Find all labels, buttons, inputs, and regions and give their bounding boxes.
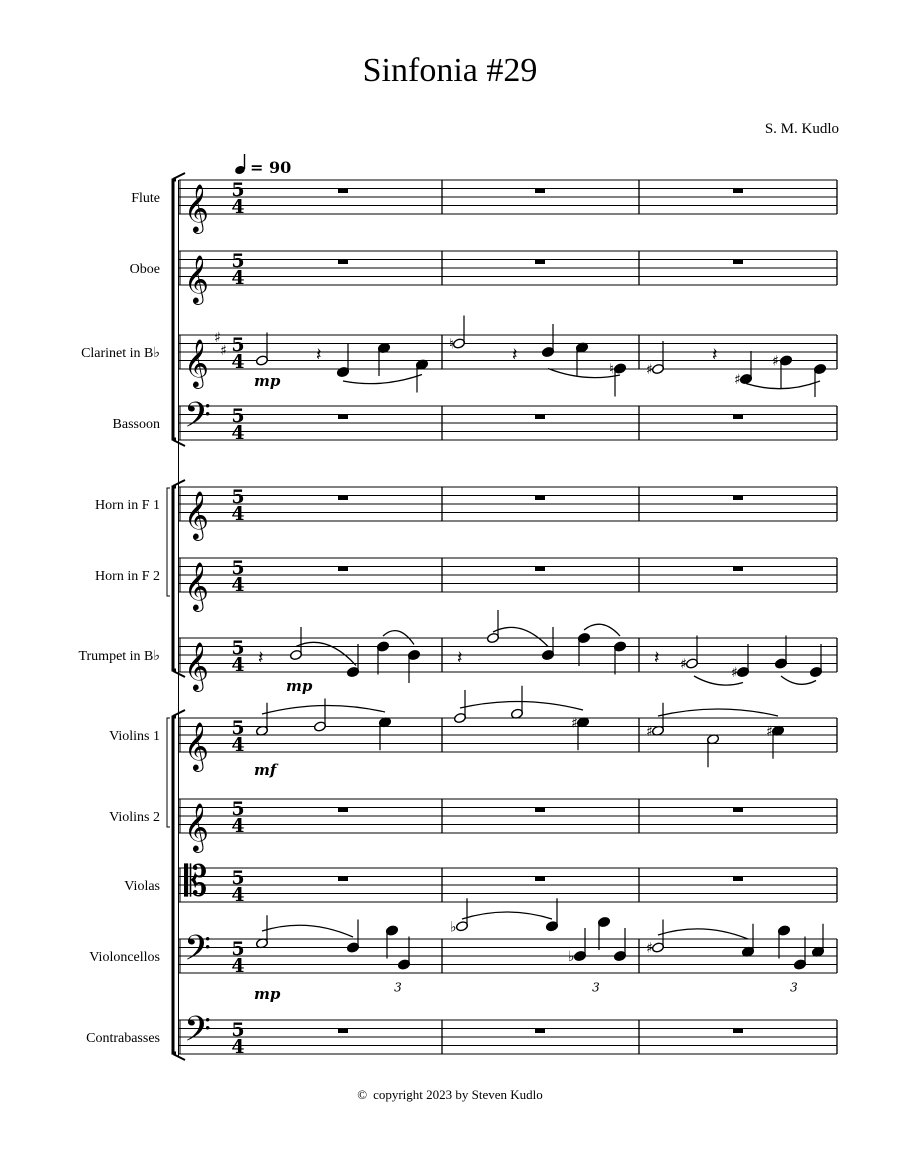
staff-horn-in-f-2 <box>95 557 837 612</box>
note <box>809 644 822 678</box>
slur <box>746 381 820 389</box>
note <box>774 636 787 670</box>
accidental-icon: ♯ <box>646 362 653 378</box>
whole-rest-icon <box>733 415 743 419</box>
slur <box>262 705 385 714</box>
quarter-rest-icon: 𝄽 <box>712 344 718 366</box>
whole-rest-icon <box>733 189 743 193</box>
note <box>255 333 268 367</box>
time-signature-numerator: 5 <box>231 938 245 960</box>
dynamic-trumpet: mp <box>286 677 313 695</box>
time-signature-numerator: 5 <box>231 637 245 659</box>
note <box>313 699 326 733</box>
instrument-name: Flute <box>131 191 160 206</box>
bass-clef-icon: 𝄢 <box>184 927 212 977</box>
note <box>706 734 719 768</box>
whole-rest-icon <box>338 496 348 500</box>
tuplet-label: 3 <box>790 980 798 995</box>
whole-rest-icon <box>733 1029 743 1033</box>
time-signature-denominator: 4 <box>231 955 245 977</box>
whole-rest-icon <box>535 496 545 500</box>
slur <box>658 929 748 939</box>
whole-rest-icon <box>338 1029 348 1033</box>
note <box>613 928 626 962</box>
staff-violas <box>124 857 837 907</box>
time-signature-denominator: 4 <box>231 267 245 289</box>
note <box>613 641 626 675</box>
treble-clef-icon: 𝄞 <box>184 561 209 610</box>
time-signature-denominator: 4 <box>231 815 245 837</box>
note <box>376 641 389 675</box>
time-signature-numerator: 5 <box>231 486 245 508</box>
dynamic-clarinet: mp <box>254 372 281 390</box>
note <box>452 316 465 350</box>
slur <box>262 925 353 937</box>
time-signature-denominator: 4 <box>231 503 245 525</box>
time-signature-numerator: 5 <box>231 250 245 272</box>
instrument-name: Contrabasses <box>86 1031 160 1046</box>
slur <box>584 624 620 636</box>
accidental-icon: ♯ <box>646 723 653 740</box>
whole-rest-icon <box>338 415 348 419</box>
staff-contrabasses <box>86 1009 837 1059</box>
time-signature-numerator: 5 <box>231 717 245 739</box>
whole-rest-icon <box>535 567 545 571</box>
slur <box>296 642 356 665</box>
tempo-marking <box>234 154 291 177</box>
staff-bassoon <box>113 395 837 445</box>
staff-flute <box>131 179 837 234</box>
note <box>736 644 749 678</box>
dynamic-violins1: mf <box>254 761 277 779</box>
note <box>573 928 586 962</box>
note <box>685 636 698 670</box>
time-signature-denominator: 4 <box>231 422 245 444</box>
whole-rest-icon <box>535 1029 545 1033</box>
score-title: Sinfonia #29 <box>362 52 538 89</box>
note <box>289 627 302 661</box>
whole-rest-icon <box>535 260 545 264</box>
accidental-icon: ♭ <box>568 949 575 965</box>
quarter-rest-icon: 𝄽 <box>512 344 518 366</box>
note <box>811 924 824 958</box>
time-signature-denominator: 4 <box>231 574 245 596</box>
time-signature-numerator: 5 <box>231 557 245 579</box>
whole-rest-icon <box>338 877 348 881</box>
note <box>255 703 268 737</box>
accidental-icon: ♭ <box>450 919 457 936</box>
staff-violins-2 <box>109 798 837 853</box>
note <box>739 351 752 385</box>
note <box>455 898 468 932</box>
note <box>651 703 664 737</box>
note <box>813 363 826 397</box>
notation <box>255 189 826 1033</box>
note <box>397 937 410 971</box>
copyright-footer <box>0 1087 900 1103</box>
whole-rest-icon <box>338 567 348 571</box>
time-signature-denominator: 4 <box>231 654 245 676</box>
whole-rest-icon <box>733 260 743 264</box>
dynamic-violoncellos: mp <box>254 985 281 1003</box>
note <box>576 717 589 751</box>
treble-clef-icon: 𝄞 <box>184 183 209 232</box>
staff-oboe <box>130 250 837 305</box>
treble-clef-icon: 𝄞 <box>184 254 209 303</box>
instrument-name: Trumpet in B♭ <box>78 649 160 664</box>
whole-rest-icon <box>733 877 743 881</box>
accidental-icon: ♯ <box>571 715 578 732</box>
alto-clef-icon: 𝄡 <box>184 856 208 906</box>
note <box>651 341 664 375</box>
time-signature-denominator: 4 <box>231 1036 245 1058</box>
copyright-symbol: © <box>357 1087 368 1102</box>
note <box>541 627 554 661</box>
note <box>793 937 806 971</box>
bass-clef-icon: 𝄢 <box>184 1008 212 1058</box>
note <box>378 717 391 751</box>
note <box>377 342 390 376</box>
tuplet-label: 3 <box>592 980 600 995</box>
note <box>385 925 398 959</box>
quarter-rest-icon: 𝄽 <box>654 647 660 669</box>
system-brackets <box>167 173 185 1060</box>
accidental-icon: ♮ <box>449 336 455 353</box>
instrument-name: Horn in F 2 <box>95 569 160 584</box>
note <box>613 363 626 397</box>
note <box>510 686 523 720</box>
slur <box>781 676 816 684</box>
instrument-name: Violins 1 <box>109 729 160 744</box>
note <box>777 925 790 959</box>
quarter-rest-icon: 𝄽 <box>457 647 463 669</box>
whole-rest-icon <box>733 496 743 500</box>
treble-clef-icon: 𝄞 <box>184 490 209 539</box>
instrument-name: Clarinet in B♭ <box>81 346 160 361</box>
note <box>346 644 359 678</box>
tempo-value: = 90 <box>250 158 292 177</box>
treble-clef-icon: 𝄞 <box>184 802 209 851</box>
composer: S. M. Kudlo <box>764 121 839 137</box>
accidental-icon: ♯ <box>731 665 738 681</box>
time-signature-numerator: 5 <box>231 334 245 356</box>
note <box>771 725 784 759</box>
slur <box>493 627 548 646</box>
whole-rest-icon <box>535 415 545 419</box>
time-signature-numerator: 5 <box>231 405 245 427</box>
instrument-name: Violins 2 <box>109 810 160 825</box>
staff-violins-1 <box>109 717 837 772</box>
whole-rest-icon <box>338 808 348 812</box>
whole-rest-icon <box>338 260 348 264</box>
time-signature-denominator: 4 <box>231 734 245 756</box>
note <box>575 342 588 376</box>
slur <box>462 912 552 919</box>
time-signature-denominator: 4 <box>231 196 245 218</box>
accidental-icon: ♯ <box>766 723 773 740</box>
staff-violoncellos <box>89 928 837 978</box>
whole-rest-icon <box>535 808 545 812</box>
instrument-name: Horn in F 1 <box>95 498 160 513</box>
accidental-icon: ♯ <box>680 656 687 673</box>
whole-rest-icon <box>733 808 743 812</box>
whole-rest-icon <box>535 189 545 193</box>
sharp-icon: ♯ <box>214 330 221 346</box>
copyright-text: copyright 2023 by Steven Kudlo <box>373 1087 543 1102</box>
time-signature-denominator: 4 <box>231 884 245 906</box>
whole-rest-icon <box>733 567 743 571</box>
time-signature-numerator: 5 <box>231 179 245 201</box>
quarter-rest-icon: 𝄽 <box>258 647 264 669</box>
sharp-icon: ♯ <box>220 343 227 359</box>
slur <box>343 375 422 384</box>
note <box>741 924 754 958</box>
treble-clef-icon: 𝄞 <box>184 641 209 690</box>
note <box>255 915 268 949</box>
time-signature-numerator: 5 <box>231 867 245 889</box>
instrument-name: Violoncellos <box>89 950 160 965</box>
accidental-icon: ♯ <box>734 372 741 388</box>
instrument-name: Bassoon <box>112 417 160 432</box>
accidental-icon: ♯ <box>646 940 653 957</box>
time-signature-numerator: 5 <box>231 798 245 820</box>
tuplet-label: 3 <box>394 980 402 995</box>
accidental-icon: ♯ <box>772 353 779 370</box>
slur <box>658 709 778 716</box>
note <box>486 610 499 644</box>
note <box>545 898 558 932</box>
whole-rest-icon <box>535 877 545 881</box>
staff-horn-in-f-1 <box>95 486 837 541</box>
note <box>651 920 664 954</box>
note <box>779 355 792 389</box>
instrument-name: Oboe <box>129 262 160 277</box>
time-signature-numerator: 5 <box>231 1019 245 1041</box>
bass-clef-icon: 𝄢 <box>184 394 212 444</box>
treble-clef-icon: 𝄞 <box>184 721 209 770</box>
whole-rest-icon <box>338 189 348 193</box>
note <box>407 649 420 683</box>
treble-clef-icon: 𝄞 <box>184 338 209 387</box>
accidental-icon: ♮ <box>609 361 615 378</box>
quarter-rest-icon: 𝄽 <box>316 344 322 366</box>
note <box>597 916 610 950</box>
note <box>541 324 554 358</box>
time-signature-denominator: 4 <box>231 351 245 373</box>
instrument-name: Violas <box>124 879 160 894</box>
note <box>577 632 590 666</box>
